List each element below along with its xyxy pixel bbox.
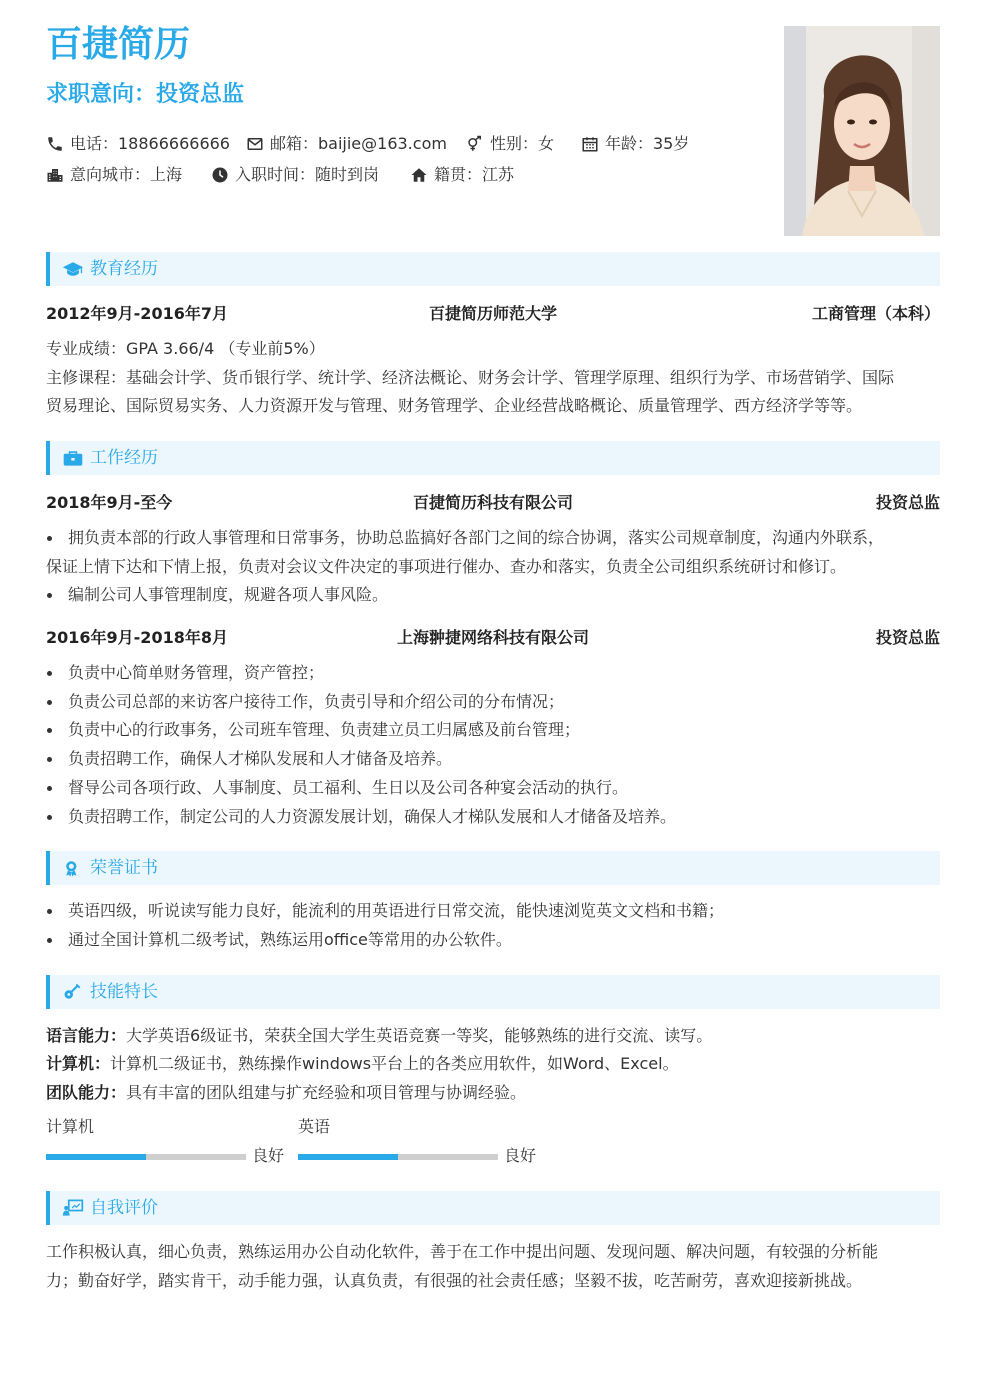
job-period: 2018年9月-至今	[46, 493, 173, 512]
city-text: 意向城市：上海	[70, 165, 183, 184]
gender-text: 性别：女	[490, 134, 555, 153]
section-education-title: 教育经历	[90, 259, 158, 279]
skill-bar-fill	[46, 1154, 146, 1160]
skill-bar-english	[298, 1154, 498, 1160]
skill-text: 大学英语6级证书，荣获全国大学生英语竞赛一等奖，能够熟练的进行交流、读写。	[126, 1026, 713, 1045]
list-item: 负责中心的行政事务，公司班车管理、负责建立员工归属感及前台管理；	[46, 716, 940, 745]
resume-name: 百捷简历	[46, 24, 191, 65]
section-skills-header	[46, 975, 940, 1009]
calendar-icon	[581, 135, 599, 153]
list-item: 督导公司各项行政、人事制度、员工福利、生日以及公司各种宴会活动的执行。	[46, 774, 940, 803]
age-text: 年龄：35岁	[605, 134, 690, 153]
list-item: 通过全国计算机二级考试，熟练运用office等常用的办公软件。	[46, 926, 940, 955]
job-1-duties	[46, 524, 940, 610]
education-period: 2012年9月-2016年7月	[46, 304, 228, 323]
job-intent: 求职意向：投资总监	[46, 82, 245, 107]
skill-bar-level-english: 良好	[504, 1146, 537, 1165]
self-eval-line1: 工作积极认真，细心负责，熟练运用办公自动化软件，善于在工作中提出问题、发现问题、解决问题，有较强的分析能	[46, 1242, 879, 1261]
info-phone	[46, 134, 230, 154]
job-company: 上海翀捷网络科技有限公司	[396, 628, 589, 647]
portrait-illustration	[784, 26, 940, 236]
education-major: 工商管理（本科）	[811, 304, 940, 323]
section-work-title: 工作经历	[90, 448, 158, 468]
presentation-icon	[62, 1199, 84, 1217]
section-work-header	[46, 441, 940, 475]
profile-photo	[784, 26, 940, 236]
section-skills-title: 技能特长	[90, 982, 158, 1002]
list-item: 拥负责本部的行政人事管理和日常事务，协助总监搞好各部门之间的综合协调，落实公司规章制度，沟通内外联系，	[46, 524, 940, 553]
info-email	[246, 134, 447, 154]
education-courses-line2: 贸易理论、国际贸易实务、人力资源开发与管理、财务管理学、企业经营战略概论、质量管理学、西方经济学等等。	[46, 396, 863, 415]
phone-icon	[46, 135, 64, 153]
skill-label: 计算机：	[46, 1054, 111, 1073]
skill-bar-computer	[46, 1154, 246, 1160]
skill-line-computer	[46, 1050, 940, 1079]
phone-text: 电话：18866666666	[70, 134, 230, 153]
email-text: 邮箱：baijie@163.com	[270, 134, 447, 153]
home-icon	[410, 166, 428, 184]
origin-text: 籍贯：江苏	[434, 165, 515, 184]
job-row-1	[46, 491, 940, 515]
info-origin	[410, 165, 514, 185]
skill-bar-label-english: 英语	[298, 1117, 331, 1136]
self-eval-line2: 力；勤奋好学，踏实肯干，动手能力强，认真负责，有很强的社会责任感；坚毅不拔，吃苦耐劳，喜欢迎接新挑战。	[46, 1270, 863, 1290]
list-item: 负责中心简单财务管理，资产管控；	[46, 659, 940, 688]
self-eval-text	[46, 1238, 940, 1295]
list-item: 保证上情下达和下情上报，负责对会议文件决定的事项进行催办、查办和落实，负责全公司组织系统研讨和修订。	[46, 556, 847, 576]
briefcase-icon	[62, 449, 84, 467]
skill-label: 语言能力：	[46, 1026, 127, 1045]
job-period: 2016年9月-2018年8月	[46, 628, 228, 647]
skill-bar-fill	[298, 1154, 398, 1160]
info-gender	[466, 134, 554, 154]
job-2-duties	[46, 659, 940, 831]
section-education-header	[46, 252, 940, 286]
info-entry	[211, 165, 379, 185]
section-honors-header	[46, 851, 940, 885]
clock-icon	[211, 166, 229, 184]
gender-icon	[466, 135, 484, 153]
job-row-2	[46, 626, 940, 650]
skill-line-language	[46, 1022, 940, 1051]
info-city	[46, 165, 182, 185]
graduation-cap-icon	[62, 260, 84, 278]
job-company: 百捷简历科技有限公司	[412, 493, 573, 512]
honors-list	[46, 897, 940, 954]
skill-label: 团队能力：	[46, 1083, 127, 1102]
skill-bar-level-computer: 良好	[252, 1146, 285, 1165]
job-position: 投资总监	[875, 493, 940, 512]
info-age	[581, 134, 689, 154]
award-icon	[62, 859, 84, 877]
education-gpa: 专业成绩：GPA 3.66/4 （专业前5%）	[46, 339, 325, 358]
city-icon	[46, 166, 64, 184]
list-item: 负责招聘工作，制定公司的人力资源发展计划，确保人才梯队发展和人才储备及培养。	[46, 803, 940, 832]
section-honors-title: 荣誉证书	[90, 858, 158, 878]
entry-text: 入职时间：随时到岗	[235, 165, 380, 184]
list-item: 编制公司人事管理制度，规避各项人事风险。	[46, 581, 940, 610]
skill-text: 计算机二级证书，熟练操作windows平台上的各类应用软件，如Word、Excel。	[110, 1054, 679, 1073]
education-school: 百捷简历师范大学	[428, 304, 557, 323]
education-courses-line1: 主修课程：基础会计学、货币银行学、统计学、经济法概论、财务会计学、管理学原理、组织行为学、市场营销学、国际	[46, 367, 895, 387]
section-self-eval-header	[46, 1191, 940, 1225]
list-item: 负责招聘工作，确保人才梯队发展和人才储备及培养。	[46, 745, 940, 774]
education-details	[46, 335, 940, 421]
job-position: 投资总监	[875, 628, 940, 647]
education-row	[46, 302, 940, 326]
guitar-icon	[62, 983, 84, 1001]
list-item: 英语四级，听说读写能力良好，能流利的用英语进行日常交流，能快速浏览英文文档和书籍；	[46, 897, 940, 926]
skill-line-team	[46, 1079, 940, 1108]
skill-text: 具有丰富的团队组建与扩充经验和项目管理与协调经验。	[126, 1083, 527, 1102]
skill-bar-label-computer: 计算机	[46, 1117, 95, 1136]
section-self-eval-title: 自我评价	[90, 1198, 158, 1218]
mail-icon	[246, 135, 264, 153]
list-item: 负责公司总部的来访客户接待工作，负责引导和介绍公司的分布情况；	[46, 688, 940, 717]
